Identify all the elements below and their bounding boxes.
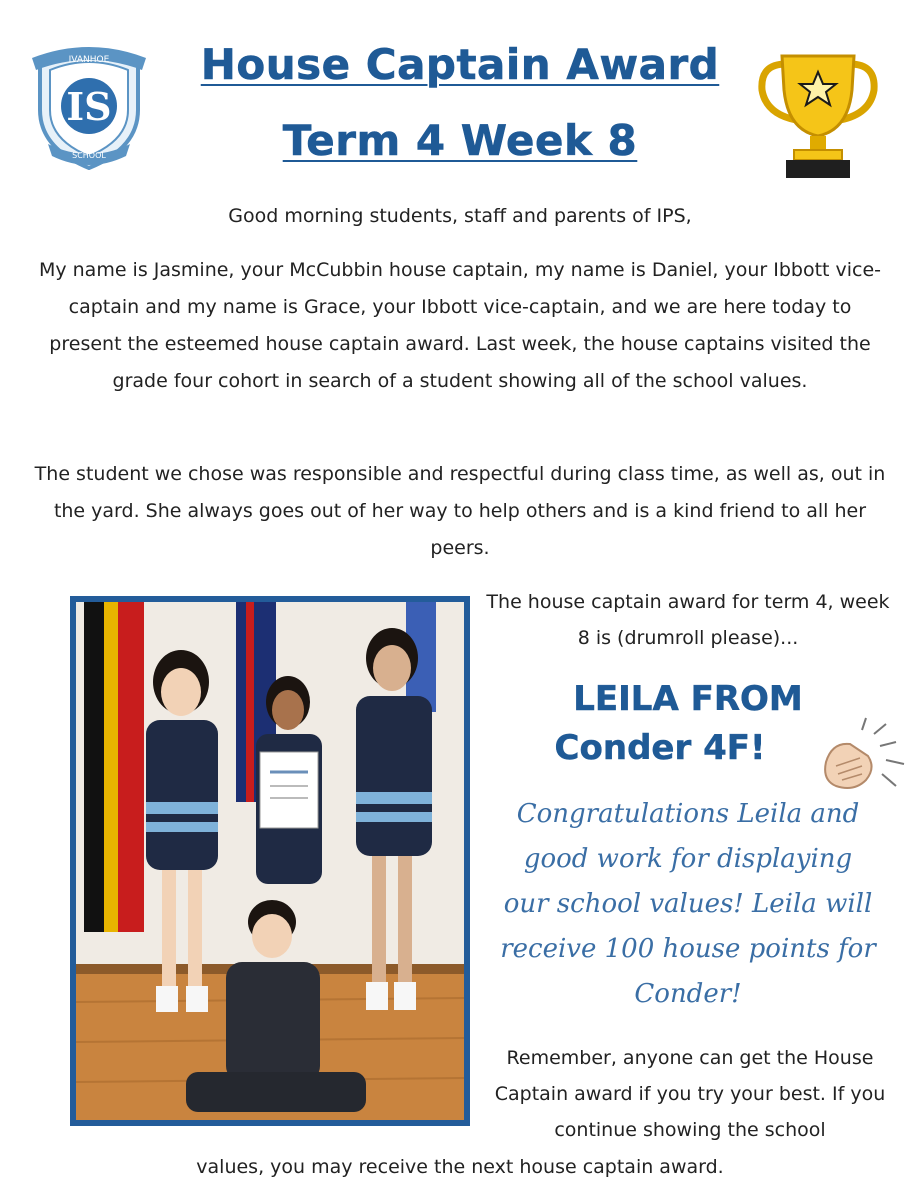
students-photo xyxy=(70,596,470,1126)
page-subtitle: Term 4 Week 8 xyxy=(282,116,638,165)
remember-end-text: values, you may receive the next house captain award. xyxy=(196,1156,724,1178)
remember-text: Remember, anyone can get the House Captain award if you try your best. If you continue showing the school xyxy=(494,1047,886,1141)
page-title: House Captain Award xyxy=(200,40,720,89)
chosen-paragraph: The student we chose was responsible and respectful during class time, as well as, out in the yard. She always goes out of her way to help others and is a kind friend to all her peers. xyxy=(34,463,886,559)
intro-paragraph: My name is Jasmine, your McCubbin house captain, my name is Daniel, your Ibbott vice-captain and my name is Grace, your Ibbott vice-captain, and we are here today to present the esteemed house captain award. Last week, the house captains visited the grade four cohort in search of a student showing all of the school values. xyxy=(38,259,882,392)
crest-text-bottom: SCHOOL xyxy=(72,151,106,160)
winner-line1: LEILA FROM xyxy=(573,679,803,719)
winner-line2: Conder 4F! xyxy=(554,728,766,768)
crest-monogram: IS xyxy=(66,84,112,129)
announce-text: The house captain award for term 4, week 8 is (drumroll please)... xyxy=(486,591,890,649)
trophy-icon xyxy=(756,50,880,188)
crest-text-top: IVANHOE xyxy=(68,55,110,65)
congrats-message: Congratulations Leila and good work for displaying our school values! Leila will receive 100 house points for Conder! xyxy=(500,799,876,1009)
greeting-text: Good morning students, staff and parents of IPS, xyxy=(228,205,692,227)
